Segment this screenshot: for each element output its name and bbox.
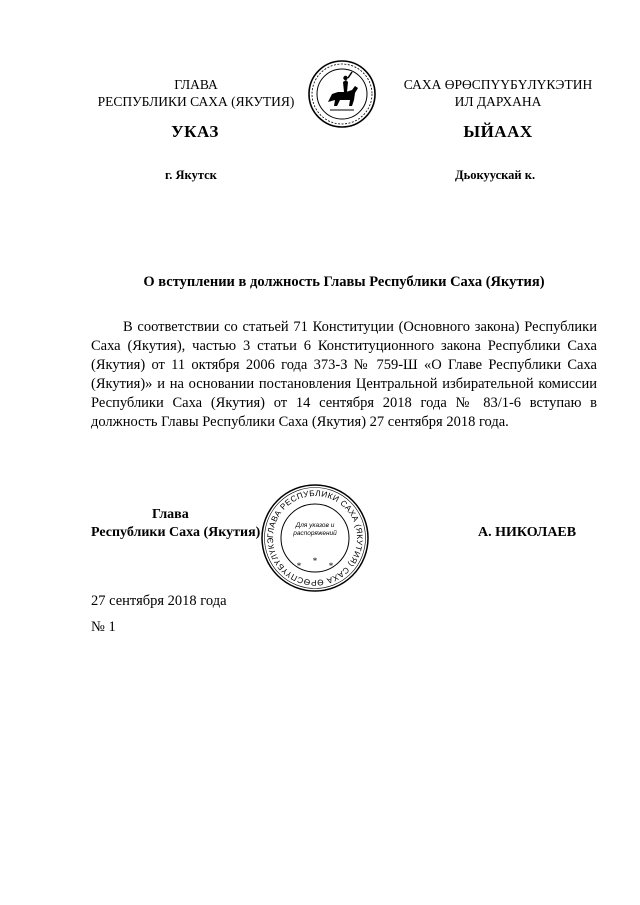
seal-ring-text: ГЛАВА РЕСПУБЛИКИ САХА (ЯКУТИЯ) САХА ӨРӨСПҮҮБҮЛҮКЭ: [265, 488, 365, 588]
document-number: № 1: [91, 619, 116, 635]
svg-text:*: *: [312, 556, 318, 566]
header-right-line1: САХА ӨРӨСПҮҮБҮЛҮКЭТИН: [403, 77, 593, 92]
document-title: О вступлении в должность Главы Республики Саха (Якутия): [143, 274, 545, 290]
header-left-line2: РЕСПУБЛИКИ САХА (ЯКУТИЯ): [97, 94, 295, 109]
coat-of-arms-emblem: [306, 58, 378, 130]
document-body: В соответствии со статьей 71 Конституции (Основного закона) Республики Саха (Якутия), частью 3 статьи 6 Конституционного закона Республики Саха (Якутия) от 11 октября 2006 года 373-З № 759-Ш «О Главе Республики Саха (Якутия)» и на основании постановления Центральной избирательной комиссии Республики Саха (Якутия) от 14 сентября 2018 года № 83/1-6 вступаю в должность Главы Республики Саха (Якутия) 27 сентября 2018 года.: [91, 319, 597, 430]
header-right: [388, 76, 608, 110]
signature-name: А. НИКОЛАЕВ: [478, 525, 577, 540]
signature-position-line2: Республики Саха (Якутия): [91, 525, 261, 540]
svg-text:*: *: [296, 561, 302, 571]
svg-text:*: *: [328, 561, 334, 571]
header-left: [80, 76, 312, 110]
doc-type-right: ЫЙААХ: [463, 122, 533, 141]
header-right-line2: ИЛ ДАРХАНА: [454, 94, 542, 109]
seal-inner-text: Для указов и распоряжений: [293, 522, 337, 537]
city-left: г. Якутск: [165, 168, 217, 182]
header-left-line1: ГЛАВА: [174, 77, 218, 92]
city-right: Дьокуускай к.: [455, 168, 536, 182]
official-seal: [259, 482, 371, 594]
signing-date: 27 сентября 2018 года: [91, 593, 227, 609]
signature-position-line1: Глава: [152, 507, 189, 522]
doc-type-left: УКАЗ: [171, 122, 219, 141]
